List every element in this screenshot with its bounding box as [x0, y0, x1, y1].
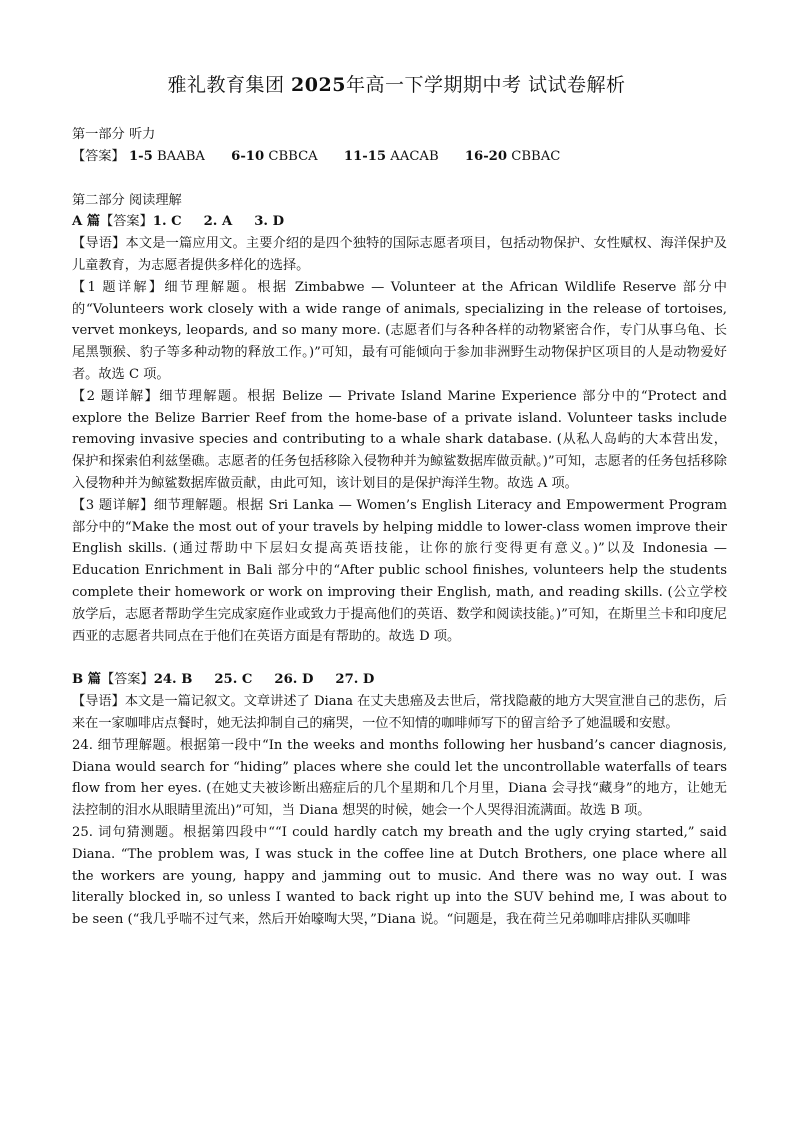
answer-letters: BAABA: [156, 148, 205, 164]
answer-item: 3. D: [254, 214, 285, 230]
passage-a-q3-explanation: 【3 题详解】细节理解题。根据 Sri Lanka — Women’s English Literacy and Empowerment Program 部分中的“Make the most out of your travels by helping middle to lower-class women improve their English skills. (通过帮助中下层妇女提高英语技能，让你的旅行变得更有意义。)”以及 Indonesia — Education Enrichment in Bali 部分中的“After public school finishes, volunteers help the students complete their homework or work on improving their English, math, and reading skills. (公立学校放学后，志愿者帮助学生完成家庭作业或致力于提高他们的英语、数学和阅读技能。)”可知，在斯里兰卡和印度尼西亚的志愿者共同点在于他们在英语方面是有帮助的。故选 D 项。: [72, 497, 727, 644]
title-suffix: 年高一下学期期中考 试试卷解析: [345, 74, 626, 96]
title-prefix: 雅礼教育集团: [167, 74, 292, 96]
part1-answers: [72, 146, 727, 168]
passage-a-q2-explanation: 【2 题详解】细节理解题。根据 Belize — Private Island Marine Experience 部分中的“Protect and explore the Belize Barrier Reef from the home-base of a private island. Volunteer tasks include removing invasive species and contributing to a whale shark database. (从私人岛屿的大本营出发，保护和探索伯利兹堡礁。志愿者的任务包括移除入侵物种并为鲸鲨数据库做贡献。)”可知，志愿者的任务包括移除入侵物种并为鲸鲨数据库做贡献，由此可知，该计划目的是保护海洋生物。故选 A 项。: [72, 388, 727, 491]
part2-heading: 第二部分 阅读理解: [72, 192, 182, 208]
answer-tag: 【答案】: [100, 214, 153, 230]
answer-range: 11-15: [343, 148, 387, 164]
answer-item: 24. B: [153, 672, 193, 688]
passage-b-guide: 【导语】本文是一篇记叙文。文章讲述了 Diana 在丈夫患癌及去世后，常找隐蔽的地方大哭宣泄自己的悲伤，后来在一家咖啡店点餐时，她无法抑制自己的痛哭，一位不知情的咖啡师写下的留言给予了她温暖和安慰。: [72, 694, 727, 731]
answer-item: 2. A: [203, 214, 233, 230]
part1-heading: 第一部分 听力: [72, 127, 156, 142]
answer-range: 16-20: [464, 148, 508, 164]
page-title: [0, 70, 793, 97]
answer-letters: CBBCA: [268, 148, 318, 164]
answer-tag: 【答案】: [72, 148, 125, 164]
answer-tag: 【答案】: [100, 672, 154, 688]
document-body: [72, 124, 727, 931]
passage-b-q25-explanation: 25. 词句猜测题。根据第四段中““I could hardly catch my breath and the ugly crying started,” said Diana. “The problem was, I was stuck in the coffee line at Dutch Brothers, one place where all the workers are young, happy and jamming out to music. And there was no way out. I was literally blocked in, so unless I wanted to back right up into the SUV behind me, I was about to be seen (“我几乎喘不过气来，然后开始嚎啕大哭，”Diana 说。“问题是，我在荷兰兄弟咖啡店排队买咖啡: [72, 824, 727, 928]
passage-a-answers: [72, 211, 727, 233]
passage-b-q24-explanation: 24. 细节理解题。根据第一段中“In the weeks and months following her husband’s cancer diagnosis, Diana would search for “hiding” places where she could let the uncontrollable waterfalls of tears flow from her eyes. (在她丈夫被诊断出癌症后的几个星期和几个月里，Diana 会寻找“藏身”的地方，让她无法控制的泪水从眼睛里流出)”可知，当 Diana 想哭的时候，她会一个人哭得泪流满面。故选 B 项。: [72, 737, 727, 819]
passage-a-guide: 【导语】本文是一篇应用文。主要介绍的是四个独特的国际志愿者项目，包括动物保护、女性赋权、海洋保护及儿童教育，为志愿者提供多样化的选择。: [72, 236, 727, 273]
answer-letters: CBBAC: [511, 148, 561, 164]
answer-item: 1. C: [152, 214, 182, 230]
answer-range: 1-5: [128, 148, 153, 164]
answer-letters: AACAB: [390, 148, 439, 164]
answer-item: 27. D: [335, 672, 375, 688]
answer-range: 6-10: [231, 148, 265, 164]
passage-a-label: A 篇: [72, 214, 101, 230]
passage-a-q1-explanation: 【1 题详解】细节理解题。根据 Zimbabwe — Volunteer at the African Wildlife Reserve 部分中的“Volunteers work closely with a wide range of animals, specializing in the release of tortoises, vervet monkeys, leopards, and so many more. (志愿者们与各种各样的动物紧密合作，专门从事乌龟、长尾黑颚猴、豹子等多种动物的释放工作。)”可知，最有可能倾向于参加非洲野生动物保护区项目的人是动物爱好者。故选 C 项。: [72, 279, 727, 382]
passage-b-label: B 篇: [72, 672, 101, 688]
answer-item: 26. D: [274, 672, 314, 688]
title-year: 2025: [291, 74, 346, 96]
passage-b-answers: [72, 669, 727, 691]
answer-item: 25. C: [214, 672, 253, 688]
